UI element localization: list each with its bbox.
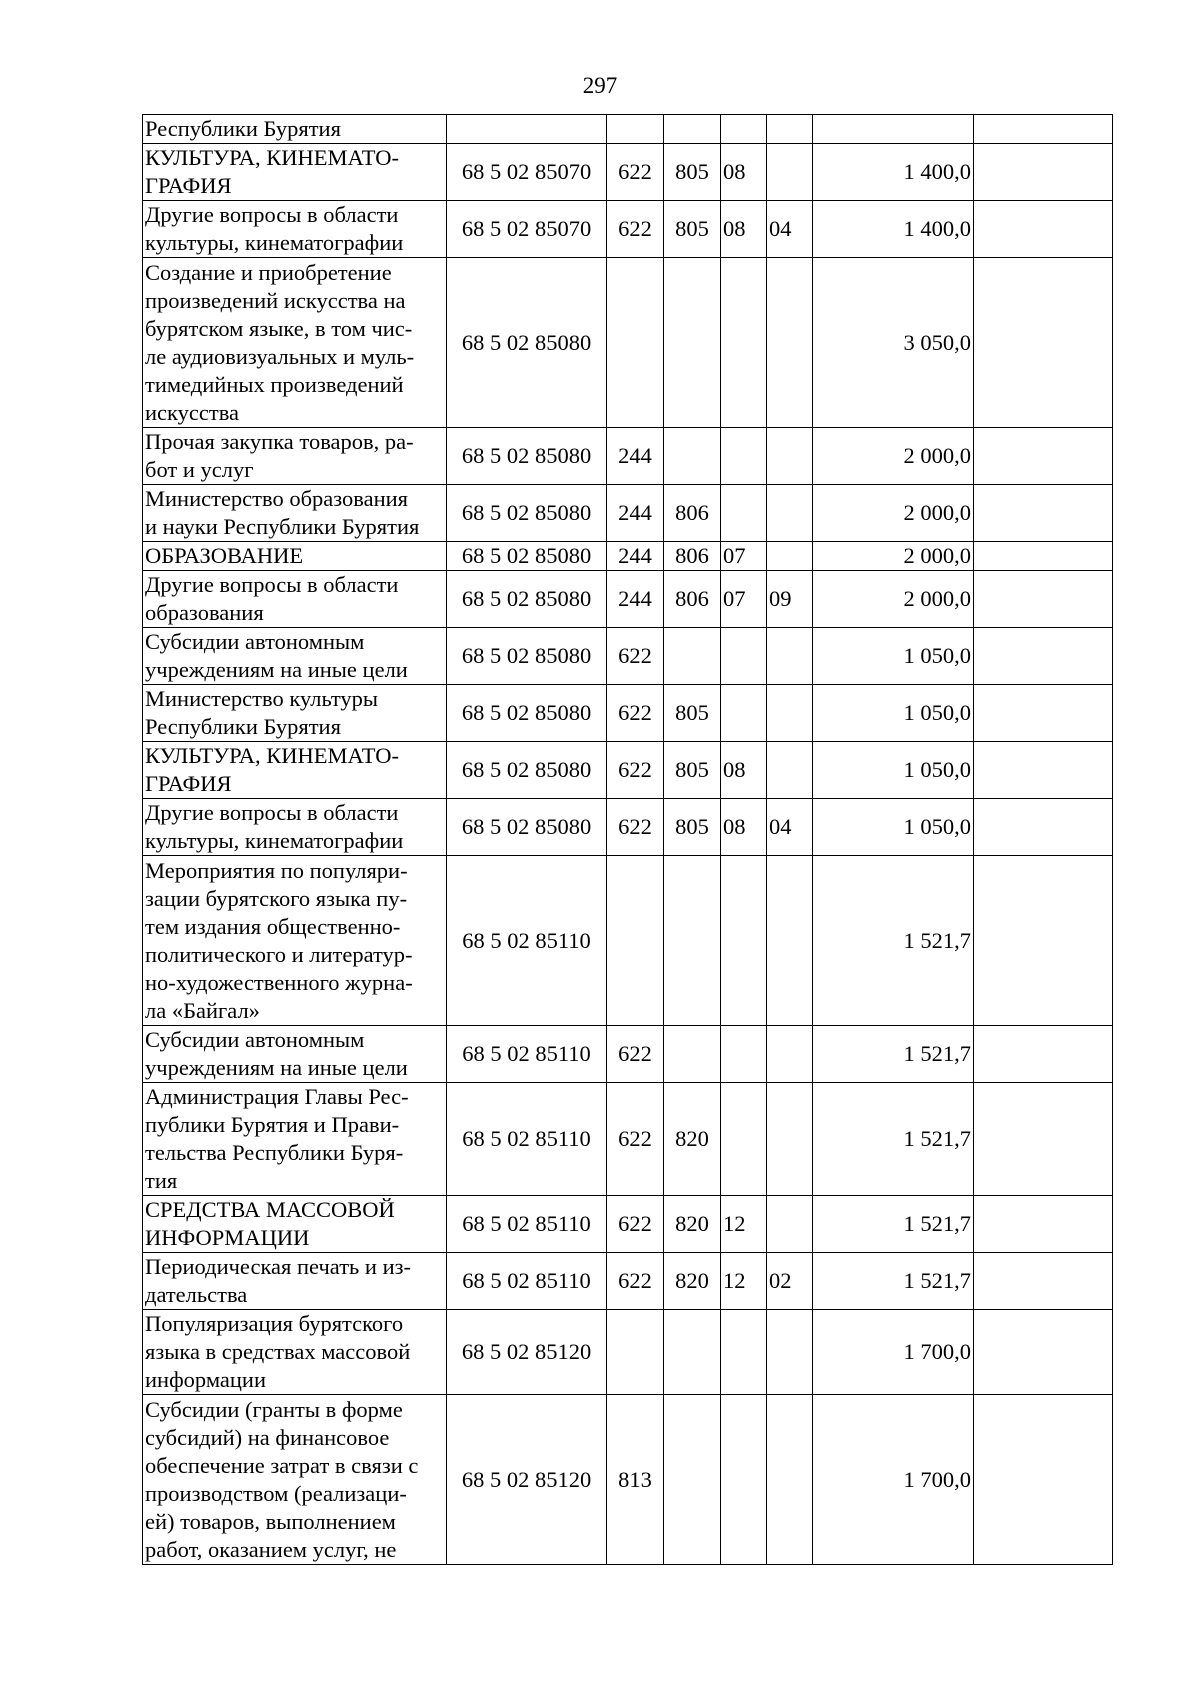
item-name-line: языка в средствах массовой <box>145 1339 411 1364</box>
item-name-line: политического и литератур- <box>145 941 413 967</box>
ministry-code-cell: 805 <box>664 742 721 799</box>
ministry-code-cell: 806 <box>664 485 721 542</box>
item-name-line: Мероприятия по популяри- <box>145 857 408 883</box>
budget-code-cell: 68 5 02 85080 <box>447 542 607 571</box>
item-name-line: тимедийных произведений <box>145 371 404 397</box>
budget-code-cell: 68 5 02 85080 <box>447 685 607 742</box>
item-name-line: производством (реализаци- <box>145 1480 407 1506</box>
amount-cell: 2 000,0 <box>813 428 974 485</box>
section-cell <box>721 485 767 542</box>
item-name-cell <box>143 1310 447 1395</box>
item-name-line: дательства <box>145 1282 248 1307</box>
budget-code-cell: 68 5 02 85080 <box>447 258 607 428</box>
ministry-code-cell: 805 <box>664 144 721 201</box>
section-cell: 12 <box>721 1196 767 1253</box>
budget-code-cell: 68 5 02 85070 <box>447 144 607 201</box>
item-name-line: культуры, кинематографии <box>145 230 404 255</box>
item-name-line: публики Бурятия и Прави- <box>145 1112 400 1137</box>
table-row <box>143 571 1113 628</box>
item-name-cell <box>143 685 447 742</box>
budget-code-cell: 68 5 02 85110 <box>447 1083 607 1196</box>
subsection-cell: 04 <box>767 799 813 856</box>
budget-code-cell: 68 5 02 85080 <box>447 799 607 856</box>
ministry-code-cell: 806 <box>664 542 721 571</box>
item-name-line: но-художественного журна- <box>145 969 413 995</box>
table-row <box>143 856 1113 1026</box>
subsection-cell <box>767 1395 813 1565</box>
item-name-cell <box>143 258 447 428</box>
table-row <box>143 485 1113 542</box>
item-name-cell <box>143 428 447 485</box>
item-name-line: Другие вопросы в области <box>145 800 399 825</box>
extra-cell <box>974 485 1113 542</box>
extra-cell <box>974 428 1113 485</box>
subsection-cell <box>767 1026 813 1083</box>
table-row <box>143 685 1113 742</box>
amount-cell: 1 400,0 <box>813 201 974 258</box>
subsection-cell <box>767 1196 813 1253</box>
table-row <box>143 1253 1113 1310</box>
expense-type-cell: 622 <box>607 1026 664 1083</box>
table-row <box>143 1196 1113 1253</box>
item-name-cell <box>143 485 447 542</box>
subsection-cell <box>767 542 813 571</box>
amount-cell: 1 521,7 <box>813 1083 974 1196</box>
item-name-line: учреждениям на иные цели <box>145 1055 408 1080</box>
item-name-line: произведений искусства на <box>145 287 406 313</box>
budget-code-cell: 68 5 02 85080 <box>447 485 607 542</box>
section-cell <box>721 258 767 428</box>
subsection-cell: 02 <box>767 1253 813 1310</box>
subsection-cell <box>767 485 813 542</box>
extra-cell <box>974 799 1113 856</box>
amount-cell: 1 050,0 <box>813 628 974 685</box>
amount-cell: 2 000,0 <box>813 485 974 542</box>
item-name-line: ГРАФИЯ <box>145 173 232 198</box>
item-name-line: Субсидии (гранты в форме <box>145 1396 403 1422</box>
table-row <box>143 1083 1113 1196</box>
budget-code-cell: 68 5 02 85120 <box>447 1395 607 1565</box>
ministry-code-cell: 820 <box>664 1196 721 1253</box>
table-row <box>143 742 1113 799</box>
table-row <box>143 115 1113 144</box>
subsection-cell: 09 <box>767 571 813 628</box>
item-name-cell <box>143 1026 447 1083</box>
subsection-cell <box>767 1083 813 1196</box>
expense-type-cell: 244 <box>607 571 664 628</box>
ministry-code-cell: 820 <box>664 1253 721 1310</box>
table-body <box>143 115 1113 1565</box>
section-cell: 08 <box>721 201 767 258</box>
amount-cell: 1 050,0 <box>813 799 974 856</box>
item-name-line: ГРАФИЯ <box>145 771 232 796</box>
item-name-line: ИНФОРМАЦИИ <box>145 1225 310 1250</box>
item-name-line: Республики Бурятия <box>145 714 341 739</box>
section-cell: 07 <box>721 542 767 571</box>
page-number: 297 <box>582 73 618 98</box>
item-name-line: ла «Байгал» <box>145 997 260 1023</box>
item-name-line: зации бурятского языка пу- <box>145 885 408 911</box>
section-cell: 08 <box>721 144 767 201</box>
budget-code-cell: 68 5 02 85110 <box>447 1196 607 1253</box>
budget-code-cell: 68 5 02 85080 <box>447 742 607 799</box>
item-name-line: Субсидии автономным <box>145 629 365 654</box>
extra-cell <box>974 542 1113 571</box>
ministry-code-cell: 805 <box>664 799 721 856</box>
table-row <box>143 201 1113 258</box>
extra-cell <box>974 742 1113 799</box>
amount-cell: 1 400,0 <box>813 144 974 201</box>
item-name-line: Администрация Главы Рес- <box>145 1084 409 1109</box>
budget-code-cell: 68 5 02 85110 <box>447 856 607 1026</box>
section-cell <box>721 1026 767 1083</box>
section-cell <box>721 685 767 742</box>
section-cell <box>721 628 767 685</box>
item-name-line: Республики Бурятия <box>145 116 341 141</box>
expense-type-cell <box>607 1310 664 1395</box>
item-name-cell <box>143 1196 447 1253</box>
section-cell: 08 <box>721 742 767 799</box>
item-name-line: Министерство образования <box>145 486 409 511</box>
budget-table <box>142 114 1113 1565</box>
item-name-line: бот и услуг <box>145 457 254 482</box>
item-name-line: ОБРАЗОВАНИЕ <box>145 543 304 568</box>
ministry-code-cell <box>664 1026 721 1083</box>
ministry-code-cell: 806 <box>664 571 721 628</box>
extra-cell <box>974 685 1113 742</box>
section-cell: 08 <box>721 799 767 856</box>
item-name-cell <box>143 201 447 258</box>
expense-type-cell: 622 <box>607 1083 664 1196</box>
budget-code-cell: 68 5 02 85070 <box>447 201 607 258</box>
extra-cell <box>974 571 1113 628</box>
expense-type-cell <box>607 115 664 144</box>
item-name-line: Создание и приобретение <box>145 259 392 285</box>
extra-cell <box>974 1026 1113 1083</box>
item-name-cell <box>143 1083 447 1196</box>
table-row <box>143 1026 1113 1083</box>
budget-code-cell: 68 5 02 85110 <box>447 1253 607 1310</box>
item-name-line: ей) товаров, выполнением <box>145 1508 396 1534</box>
item-name-cell <box>143 542 447 571</box>
item-name-line: тельства Республики Буря- <box>145 1140 404 1165</box>
extra-cell <box>974 201 1113 258</box>
amount-cell: 1 521,7 <box>813 1253 974 1310</box>
item-name-line: ле аудиовизуальных и муль- <box>145 343 415 369</box>
expense-type-cell: 622 <box>607 1196 664 1253</box>
item-name-cell <box>143 1395 447 1565</box>
expense-type-cell: 813 <box>607 1395 664 1565</box>
item-name-line: тия <box>145 1168 178 1193</box>
ministry-code-cell <box>664 628 721 685</box>
table-row <box>143 1395 1113 1565</box>
subsection-cell <box>767 856 813 1026</box>
extra-cell <box>974 258 1113 428</box>
item-name-line: искусства <box>145 399 240 425</box>
expense-type-cell: 622 <box>607 1253 664 1310</box>
section-cell <box>721 856 767 1026</box>
expense-type-cell <box>607 856 664 1026</box>
budget-code-cell: 68 5 02 85080 <box>447 628 607 685</box>
expense-type-cell: 244 <box>607 485 664 542</box>
amount-cell: 1 700,0 <box>813 1310 974 1395</box>
section-cell: 12 <box>721 1253 767 1310</box>
item-name-line: информации <box>145 1367 267 1392</box>
section-cell <box>721 1310 767 1395</box>
budget-code-cell: 68 5 02 85080 <box>447 571 607 628</box>
subsection-cell <box>767 628 813 685</box>
item-name-line: Министерство культуры <box>145 686 379 711</box>
section-cell: 07 <box>721 571 767 628</box>
item-name-cell <box>143 115 447 144</box>
section-cell <box>721 1083 767 1196</box>
amount-cell: 1 050,0 <box>813 742 974 799</box>
item-name-cell <box>143 144 447 201</box>
ministry-code-cell: 805 <box>664 685 721 742</box>
subsection-cell <box>767 115 813 144</box>
amount-cell: 1 521,7 <box>813 1026 974 1083</box>
item-name-line: образования <box>145 600 264 625</box>
expense-type-cell: 622 <box>607 742 664 799</box>
item-name-line: работ, оказанием услуг, не <box>145 1536 397 1562</box>
expense-type-cell <box>607 258 664 428</box>
item-name-line: субсидий) на финансовое <box>145 1424 390 1450</box>
expense-type-cell: 622 <box>607 685 664 742</box>
amount-cell: 2 000,0 <box>813 571 974 628</box>
extra-cell <box>974 1083 1113 1196</box>
amount-cell: 2 000,0 <box>813 542 974 571</box>
subsection-cell <box>767 742 813 799</box>
table-row <box>143 628 1113 685</box>
subsection-cell <box>767 258 813 428</box>
extra-cell <box>974 1196 1113 1253</box>
budget-code-cell: 68 5 02 85120 <box>447 1310 607 1395</box>
expense-type-cell: 244 <box>607 428 664 485</box>
expense-type-cell: 244 <box>607 542 664 571</box>
extra-cell <box>974 628 1113 685</box>
item-name-line: КУЛЬТУРА, КИНЕМАТО- <box>145 743 399 768</box>
item-name-cell <box>143 571 447 628</box>
ministry-code-cell <box>664 428 721 485</box>
ministry-code-cell <box>664 115 721 144</box>
item-name-line: тем издания общественно- <box>145 913 401 939</box>
item-name-line: Популяризация бурятского <box>145 1311 404 1336</box>
ministry-code-cell <box>664 258 721 428</box>
table-row <box>143 428 1113 485</box>
table-row <box>143 258 1113 428</box>
subsection-cell <box>767 685 813 742</box>
item-name-cell <box>143 856 447 1026</box>
extra-cell <box>974 856 1113 1026</box>
item-name-line: культуры, кинематографии <box>145 828 404 853</box>
item-name-cell <box>143 628 447 685</box>
ministry-code-cell: 820 <box>664 1083 721 1196</box>
item-name-line: Субсидии автономным <box>145 1027 365 1052</box>
table-row <box>143 1310 1113 1395</box>
amount-cell <box>813 115 974 144</box>
item-name-line: учреждениям на иные цели <box>145 657 408 682</box>
ministry-code-cell: 805 <box>664 201 721 258</box>
item-name-line: и науки Республики Бурятия <box>145 514 420 539</box>
ministry-code-cell <box>664 856 721 1026</box>
amount-cell: 1 521,7 <box>813 856 974 1026</box>
expense-type-cell: 622 <box>607 628 664 685</box>
budget-code-cell: 68 5 02 85080 <box>447 428 607 485</box>
item-name-line: СРЕДСТВА МАССОВОЙ <box>145 1197 395 1222</box>
expense-type-cell: 622 <box>607 799 664 856</box>
item-name-cell <box>143 742 447 799</box>
subsection-cell <box>767 1310 813 1395</box>
amount-cell: 1 050,0 <box>813 685 974 742</box>
amount-cell: 1 521,7 <box>813 1196 974 1253</box>
item-name-cell <box>143 1253 447 1310</box>
amount-cell: 3 050,0 <box>813 258 974 428</box>
extra-cell <box>974 144 1113 201</box>
section-cell <box>721 428 767 485</box>
item-name-line: Прочая закупка товаров, ра- <box>145 429 414 454</box>
extra-cell <box>974 115 1113 144</box>
item-name-cell <box>143 799 447 856</box>
subsection-cell <box>767 144 813 201</box>
section-cell <box>721 115 767 144</box>
expense-type-cell: 622 <box>607 201 664 258</box>
extra-cell <box>974 1310 1113 1395</box>
subsection-cell: 04 <box>767 201 813 258</box>
budget-code-cell <box>447 115 607 144</box>
extra-cell <box>974 1253 1113 1310</box>
item-name-line: бурятском языке, в том чис- <box>145 315 413 341</box>
item-name-line: обеспечение затрат в связи с <box>145 1452 419 1478</box>
item-name-line: Другие вопросы в области <box>145 572 399 597</box>
section-cell <box>721 1395 767 1565</box>
budget-code-cell: 68 5 02 85110 <box>447 1026 607 1083</box>
subsection-cell <box>767 428 813 485</box>
expense-type-cell: 622 <box>607 144 664 201</box>
extra-cell <box>974 1395 1113 1565</box>
ministry-code-cell <box>664 1395 721 1565</box>
table-row <box>143 799 1113 856</box>
item-name-line: КУЛЬТУРА, КИНЕМАТО- <box>145 145 399 170</box>
table-row <box>143 144 1113 201</box>
item-name-line: Другие вопросы в области <box>145 202 399 227</box>
item-name-line: Периодическая печать и из- <box>145 1254 412 1279</box>
table-row <box>143 542 1113 571</box>
ministry-code-cell <box>664 1310 721 1395</box>
amount-cell: 1 700,0 <box>813 1395 974 1565</box>
